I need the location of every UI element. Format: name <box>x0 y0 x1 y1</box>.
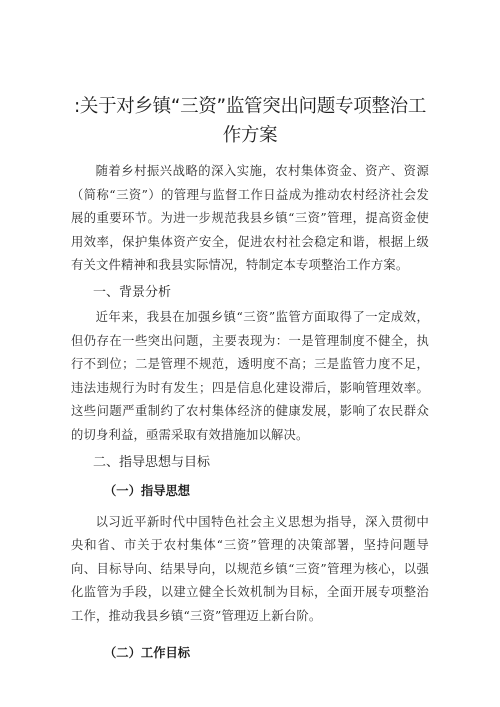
subsection-heading-work-goals: （二）工作目标 <box>104 644 191 660</box>
background-paragraph: 近年来，我县在加强乡镇“三资”监管方面取得了一定成效，但仍存在一些突出问题，主要表现为：一是管理制度不健全，执行不到位；二是管理不规范，透明度不高；三是监管力度不足，违法违规行为时有发生；四是信息化建设滞后，影响管理效率。这些问题严重制约了农村集体经济的健康发展，影响了农民群众的切身利益，亟需采取有效措施加以解决。 <box>71 309 429 442</box>
section-heading-guidance: 二、指导思想与目标 <box>93 454 211 470</box>
section-heading-background: 一、背景分析 <box>93 284 172 300</box>
guiding-ideology-paragraph: 以习近平新时代中国特色社会主义思想为指导，深入贯彻中央和省、市关于农村集体“三资”管理的决策部署，坚持问题导向、目标导向、结果导向，以规范乡镇“三资”管理为核心，以强化监管为手段，以建立健全长效机制为目标，全面开展专项整治工作，推动我县乡镇“三资”管理迈上新台阶。 <box>71 514 429 623</box>
intro-paragraph: 随着乡村振兴战略的深入实施，农村集体资金、资产、资源（简称“三资”）的管理与监督工作日益成为推动农村经济社会发展的重要环节。为进一步规范我县乡镇“三资”管理，提高资金使用效率，保护集体资产安全，促进农村社会稳定和谐，根据上级有关文件精神和我县实际情况，特制定本专项整治工作方案。 <box>71 164 429 273</box>
document-title: :关于对乡镇“三资”监管突出问题专项整治工作方案 <box>73 96 427 146</box>
subsection-heading-guiding-ideology: （一）指导思想 <box>104 482 191 498</box>
